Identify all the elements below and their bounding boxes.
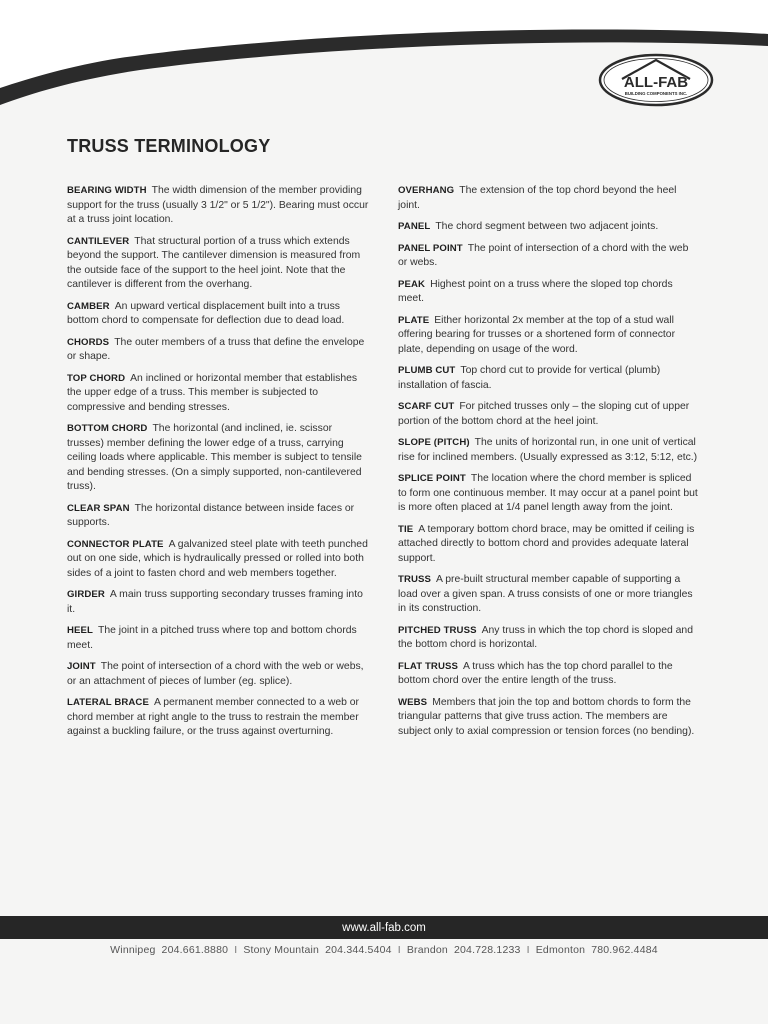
glossary-entry xyxy=(398,624,700,653)
glossary-definition: Either horizontal 2x member at the top of a stud wall offering bearing for trusses or a shortened form of connector plate, depending on usage of the word. xyxy=(398,314,676,355)
location-city: Edmonton xyxy=(535,944,586,956)
glossary-term: PITCHED TRUSS xyxy=(398,624,477,636)
glossary-term: PANEL POINT xyxy=(398,242,463,254)
glossary-entry xyxy=(67,300,369,329)
location-separator: I xyxy=(234,944,238,956)
glossary-definition: Any truss in which the top chord is sloped and the bottom chord is horizontal. xyxy=(398,624,693,650)
glossary-definition: A truss which has the top chord parallel to the bottom chord over the entire length of the truss. xyxy=(398,660,673,686)
glossary-entry xyxy=(398,400,700,429)
glossary-definition: The horizontal distance between inside faces or supports. xyxy=(67,502,355,528)
glossary-entry xyxy=(398,220,700,235)
glossary-definition: The chord segment between two adjacent joints. xyxy=(435,221,659,232)
glossary-definition: The extension of the top chord beyond the heel joint. xyxy=(398,185,677,211)
glossary-entry xyxy=(67,502,369,531)
page-title: TRUSS TERMINOLOGY xyxy=(67,136,271,156)
glossary-definition: A permanent member connected to a web or chord member at right angle to the truss to restrain the member against a buckling failure, or the truss against overturning. xyxy=(67,697,360,737)
glossary-term: PLATE xyxy=(398,314,430,326)
glossary-term: HEEL xyxy=(67,625,93,636)
glossary-term: GIRDER xyxy=(67,589,105,600)
glossary-entry xyxy=(67,422,369,495)
glossary-entry xyxy=(67,538,369,582)
glossary-term: PEAK xyxy=(398,278,426,290)
glossary-entry xyxy=(67,235,369,293)
glossary-term: CAMBER xyxy=(67,300,110,312)
glossary-definition: The point of intersection of a chord with the web or webs, or an attachment of pieces of lumber (eg. splice). xyxy=(67,661,364,687)
glossary-term: OVERHANG xyxy=(398,185,455,196)
glossary-entry xyxy=(398,242,700,271)
glossary-entry xyxy=(67,624,369,653)
glossary-entry xyxy=(67,336,369,365)
glossary-entry xyxy=(398,696,700,740)
glossary-term: TOP CHORD xyxy=(67,372,126,384)
glossary-term: LATERAL BRACE xyxy=(67,697,149,708)
website-link[interactable]: www.all-fab.com xyxy=(342,921,426,934)
glossary-definition: The location where the chord member is spliced to form one continuous member. It may occur at a panel point but is more often placed at 1/4 panel length away from the joint. xyxy=(398,473,698,513)
glossary-definition: The joint in a pitched truss where top and bottom chords meet. xyxy=(67,625,357,651)
glossary-term: PANEL xyxy=(398,221,431,232)
glossary-definition: That structural portion of a truss which extends beyond the support. The cantilever dimension is measured from the outside face of the support to the heel joint. Note that the cantilever is different from the overhang. xyxy=(67,235,361,290)
glossary-entry xyxy=(398,436,700,465)
glossary-definition: Members that join the top and bottom chords to form the triangular patterns that give truss action. The members are subject only to axial compression or tension forces (no bending). xyxy=(398,696,695,737)
footer-bar xyxy=(0,916,768,939)
glossary-term: SPLICE POINT xyxy=(398,473,466,484)
glossary-entry xyxy=(398,184,700,213)
glossary-definition: For pitched trusses only – the sloping cut of upper portion of the bottom chord at the heel joint. xyxy=(398,401,690,427)
location-phone: 204.728.1233 xyxy=(453,944,521,956)
glossary-entry xyxy=(398,660,700,689)
location-phone: 204.661.8880 xyxy=(161,944,229,956)
glossary-term: CONNECTOR PLATE xyxy=(67,538,164,550)
glossary-term: CLEAR SPAN xyxy=(67,502,130,514)
location-phone: 204.344.5404 xyxy=(325,944,392,956)
glossary-term: BOTTOM CHORD xyxy=(67,423,148,434)
glossary-term: CANTILEVER xyxy=(67,235,130,247)
location-separator: I xyxy=(526,944,530,956)
glossary-term: BEARING WIDTH xyxy=(67,185,147,196)
glossary-definition: The width dimension of the member providing support for the truss (usually 3 1/2" or 5 1/2"). Bearing must occur at a truss joint location. xyxy=(67,185,369,225)
glossary-definition: A temporary bottom chord brace, may be omitted if ceiling is attached directly to bottom chord and provides adequate lateral support. xyxy=(398,523,695,564)
glossary-term: PLUMB CUT xyxy=(398,365,456,376)
location-city: Winnipeg xyxy=(110,944,156,956)
location-city: Stony Mountain xyxy=(243,944,320,956)
left-column xyxy=(67,184,369,747)
location-phone: 780.962.4484 xyxy=(591,944,658,956)
location-separator: I xyxy=(397,944,401,956)
glossary-definition: A pre-built structural member capable of supporting a load over a given span. A truss consists of one or more triangles in its construction. xyxy=(398,574,693,614)
glossary-term: SLOPE (PITCH) xyxy=(398,437,470,448)
contact-locations xyxy=(0,944,768,956)
glossary-definition: An upward vertical displacement built into a truss bottom chord to compensate for deflection due to dead load. xyxy=(67,300,345,326)
glossary-entry xyxy=(398,523,700,567)
glossary-entry xyxy=(398,314,700,358)
glossary-definition: A main truss supporting secondary trusses framing into it. xyxy=(67,589,363,615)
glossary-term: FLAT TRUSS xyxy=(398,660,458,672)
glossary-entry xyxy=(67,372,369,416)
glossary-definition: The point of intersection of a chord with the web or webs. xyxy=(398,242,689,268)
glossary-definition: A galvanized steel plate with teeth punched out on one side, which is hydraulically pressed or rolled into both sides of a joint to fasten chord and web members together. xyxy=(67,538,368,579)
svg-text:ALL-FAB: ALL-FAB xyxy=(623,74,689,91)
glossary-entry xyxy=(398,472,700,516)
glossary-entry xyxy=(398,364,700,393)
glossary-entry xyxy=(67,696,369,740)
glossary-definition: The units of horizontal run, in one unit of vertical rise for inclined members. (Usually expressed as 3:12, 5:12, etc.) xyxy=(398,437,698,463)
glossary-definition: The horizontal (and inclined, ie. scissor trusses) member defining the lower edge of a truss, carrying ceiling loads where applicable. This member is subject to tensile and bending stresses. (On a simply supported, non-cantilevered truss). xyxy=(67,423,362,492)
glossary-definition: An inclined or horizontal member that establishes the upper edge of a truss. This member is subjected to compressive and bending stresses. xyxy=(67,372,358,413)
glossary-term: CHORDS xyxy=(67,336,110,348)
glossary-entry xyxy=(67,184,369,228)
glossary-definition: The outer members of a truss that define the envelope or shape. xyxy=(67,336,365,362)
glossary-entry xyxy=(398,573,700,617)
glossary-term: JOINT xyxy=(67,661,96,672)
glossary-term: TRUSS xyxy=(398,574,432,585)
glossary-term: TIE xyxy=(398,523,414,535)
glossary-entry xyxy=(67,588,369,617)
glossary-entry xyxy=(67,660,369,689)
right-column xyxy=(398,184,700,746)
glossary-term: WEBS xyxy=(398,696,428,708)
glossary-definition: Highest point on a truss where the sloped top chords meet. xyxy=(398,278,673,304)
all-fab-logo xyxy=(598,52,714,108)
svg-text:BUILDING COMPONENTS INC.: BUILDING COMPONENTS INC. xyxy=(624,91,688,96)
location-city: Brandon xyxy=(406,944,448,956)
glossary-term: SCARF CUT xyxy=(398,401,455,412)
glossary-entry xyxy=(398,278,700,307)
glossary-definition: Top chord cut to provide for vertical (plumb) installation of fascia. xyxy=(398,365,661,391)
